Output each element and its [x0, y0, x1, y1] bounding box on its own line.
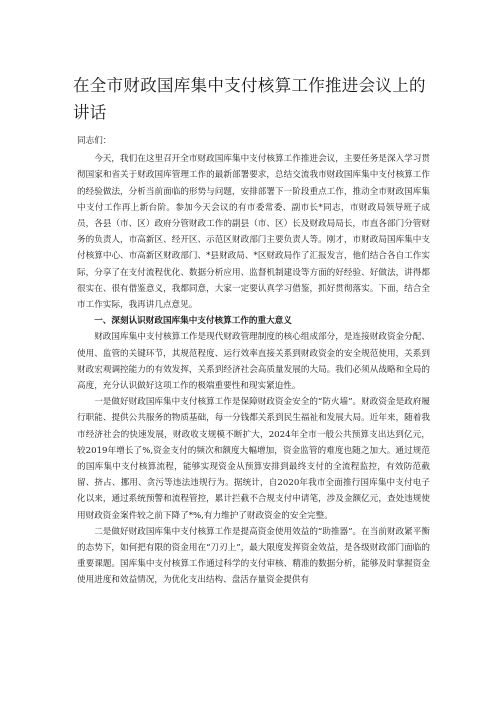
salutation: 同志们：	[77, 136, 112, 146]
paragraph: 财政国库集中支付核算工作是现代财政管理制度的核心组成部分，是连接财政资金分配、使用、监管的关键环节，其规范程度、运行效率直接关系到财政资金的安全规范使用，关系到财政宏观调控能力的有效发挥，关系到经济社会高质量发展的大局。我们必须从战略和全局的高度，充分认识做好这项工作的极端重要性和现实紧迫性。	[77, 332, 430, 392]
paragraph-intro: 今天，我们在这里召开全市财政国库集中支付核算工作推进会议，主要任务是深入学习贯彻国家和省关于财政国库管理工作的最新部署要求，总结交流我市财政国库集中支付核算工作的经验做法，分析当前面临的形势与问题，安排部署下一阶段重点工作，推动全市财政国库集中支付工作再上新台阶。参加今天会议的有市委常委、副市长*同志，市财政局领导班子成员，各县（市、区）政府分管财政工作的副县（市、区）长及财政局局长，市直各部门分管财务的负责人，市高新区、经开区、示范区财政部门主要负责人等。刚才，市财政局国库集中支付核算中心、市高新区财政部门、*县财政局、*区财政局作了汇报发言，他们结合各自工作实际，分享了在支付流程优化、数据分析应用、监督机制建设等方面的好经验、好做法，讲得都很实在、很有借鉴意义，我都同意，大家一定要认真学习借鉴，抓好贯彻落实。下面，结合全市工作实际，我再讲几点意见。	[77, 154, 430, 311]
paragraph: 二是做好财政国库集中支付核算工作是提高资金使用效益的“助推器”。在当前财政紧平衡的态势下，如何把有限的资金用在“刀刃上”，最大限度发挥资金效益，是各级财政部门面临的重要课题。国库集中支付核算工作通过科学的支付审核、精准的数据分析，能够及时掌握资金使用进度和效益情况，为优化支出结构、盘活存量资金提供有	[77, 526, 430, 586]
document-body	[77, 133, 430, 589]
section-heading: 一、深刻认识财政国库集中支付核算工作的重大意义	[94, 316, 292, 327]
document-title: 在全市财政国库集中支付核算工作推进会议上的讲话	[73, 76, 426, 122]
paragraph: 一是做好财政国库集中支付核算工作是保障财政资金安全的“防火墙”。财政资金是政府履行职能、提供公共服务的物质基础，每一分钱都关系到民生福祉和发展大局。近年来，随着我市经济社会的快速发展，财政收支规模不断扩大，2024年全市一般公共预算支出达到亿元，较2019年增长了%,资金支付的频次和额度大幅增加，资金监管的难度也随之加大。通过规范的国库集中支付核算流程，能够实现资金从预算安排到最终支付的全流程监控，有效防范截留、挤占、挪用、贪污等违法违规行为。据统计，自2020年我市全面推行国库集中支付电子化以来，通过系统预警和流程管控，累计拦截不合规支付申请笔，涉及金额亿元，查处违规使用财政资金案件较之前下降了*%,有力维护了财政资金的安全完整。	[77, 397, 430, 521]
